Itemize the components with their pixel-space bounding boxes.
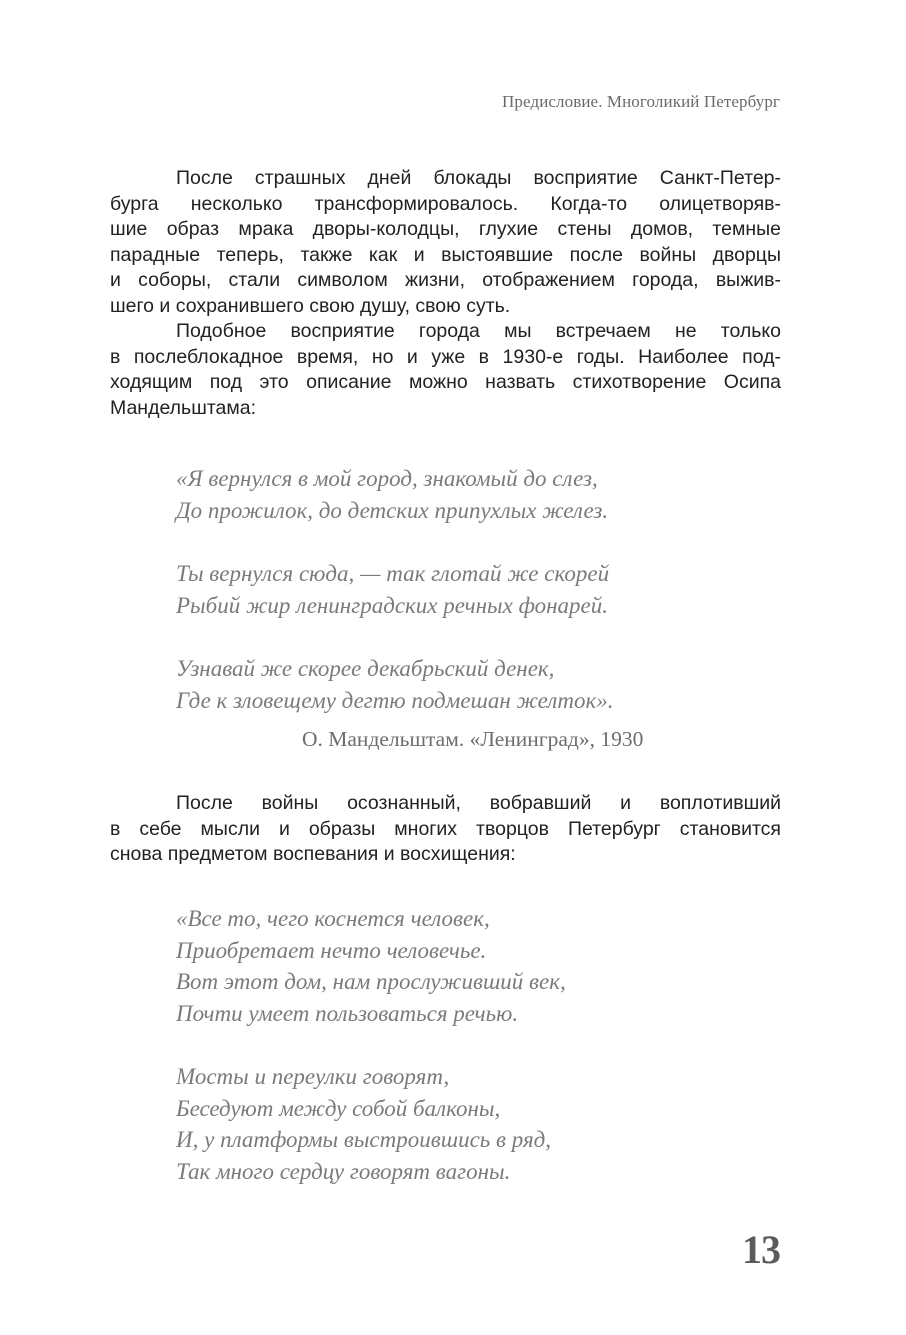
paragraph-3 [110, 791, 781, 868]
text-line: ходящим под это описание можно назвать стихотворение Осипа [110, 371, 781, 393]
poem-second [176, 903, 566, 1219]
text-line: бурга несколько трансформировалось. Когда-то олицетворяв- [110, 192, 781, 215]
text-line: Подобное восприятие города мы встречаем не только [176, 320, 781, 342]
poem-verse: Приобретает нечто человечье. [176, 937, 487, 963]
text-line: парадные теперь, также как и выстоявшие после войны дворцы [110, 243, 781, 266]
text-line: шие образ мрака дворы-колодцы, глухие стены домов, темные [110, 218, 781, 240]
poem-attribution: О. Мандельштам. «Ленинград», 1930 [302, 727, 644, 751]
poem-verse: Вот этот дом, нам прослуживший век, [176, 969, 566, 994]
poem-verse: Беседуют между собой балконы, [176, 1095, 501, 1121]
poem-verse: Узнавай же скорее декабрьский денек, [176, 656, 555, 681]
poem-stanza [176, 903, 566, 1029]
poem-verse: Где к зловещему дегтю подмешан желток». [176, 687, 614, 713]
text-line: Мандельштама: [110, 396, 257, 419]
page-number: 13 [742, 1227, 780, 1272]
text-line: После страшных дней блокады восприятие Санкт-Петер- [176, 167, 781, 189]
poem-stanza [176, 1061, 566, 1187]
poem-verse: Ты вернулся сюда, — так глотай же скорей [176, 561, 610, 586]
poem-verse: «Все то, чего коснется человек, [176, 906, 490, 931]
poem-mandelstam [176, 463, 613, 748]
text-line: шего и сохранившего свою душу, свою суть. [110, 294, 511, 317]
text-line: в себе мысли и образы многих творцов Петербург становится [110, 817, 781, 840]
text-line: и соборы, стали символом жизни, отображением города, выжив- [110, 269, 781, 291]
poem-verse: Так много сердцу говорят вагоны. [176, 1158, 511, 1184]
poem-stanza [176, 653, 613, 716]
poem-stanza [176, 558, 613, 621]
text-line: снова предметом воспевания и восхищения: [110, 843, 516, 865]
paragraph-2 [110, 319, 781, 421]
text-line: После войны осознанный, вобравший и воплотивший [176, 792, 781, 814]
paragraph-1 [110, 166, 781, 319]
text-line: в послеблокадное время, но и уже в 1930-е годы. Наиболее под- [110, 345, 781, 368]
poem-verse: «Я вернулся в мой город, знакомый до слез, [176, 466, 598, 491]
poem-verse: До прожилок, до детских припухлых желез. [176, 497, 609, 523]
running-head: Предисловие. Многоликий Петербург [502, 92, 780, 111]
poem-verse: И, у платформы выстроившись в ряд, [176, 1127, 552, 1152]
poem-stanza [176, 463, 613, 526]
poem-verse: Почти умеет пользоваться речью. [176, 1000, 519, 1026]
poem-verse: Мосты и переулки говорят, [176, 1064, 450, 1089]
poem-verse: Рыбий жир ленинградских речных фонарей. [176, 592, 608, 618]
